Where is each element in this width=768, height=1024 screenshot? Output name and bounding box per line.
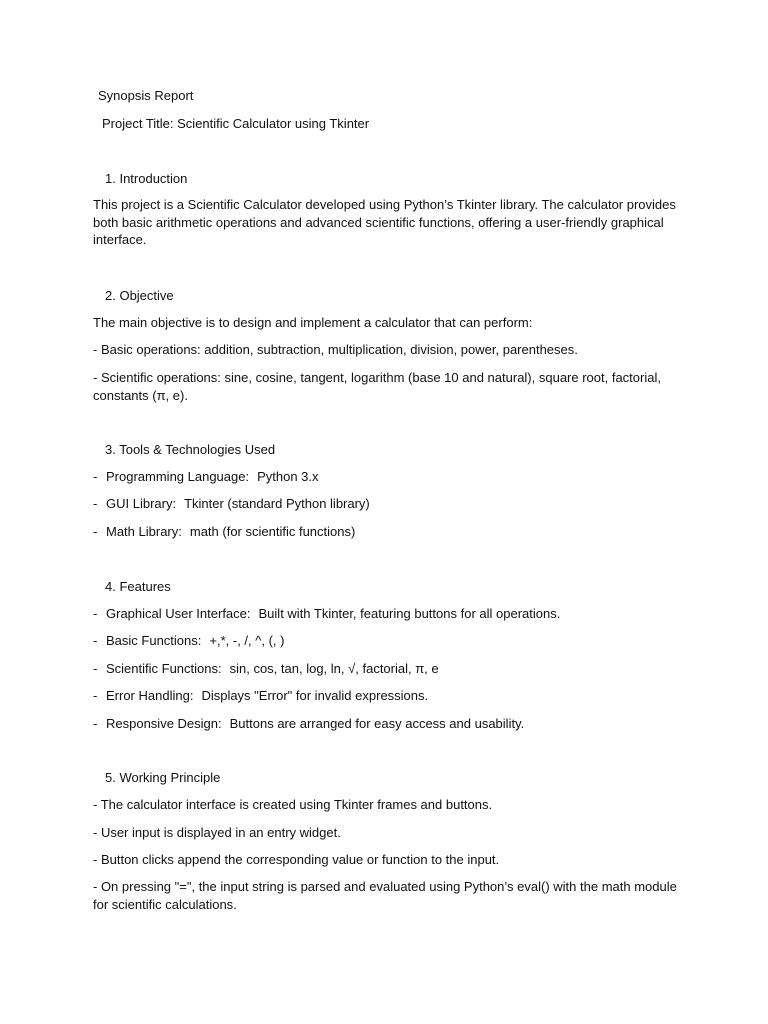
- features-item-label: Error Handling:: [106, 688, 194, 703]
- bullet-dash: -: [93, 469, 98, 484]
- bullet-dash: -: [93, 716, 98, 731]
- bullet-dash: -: [93, 496, 98, 511]
- features-item-basic-functions: [93, 632, 683, 650]
- features-item-value: +,*, -, /, ^, (, ): [209, 633, 285, 648]
- features-item-responsive-design: [93, 715, 683, 733]
- bullet-dash: -: [93, 524, 98, 539]
- section-heading-objective: 2. Objective: [105, 288, 174, 303]
- introduction-paragraph: This project is a Scientific Calculator developed using Python’s Tkinter library. The calculator provides both basic arithmetic operations and advanced scientific functions, offering a user-friendly graphical interface.: [93, 197, 676, 247]
- section-heading-tools: 3. Tools & Technologies Used: [105, 442, 276, 457]
- objective-item-scientific: - Scientific operations: sine, cosine, tangent, logarithm (base 10 and natural), square root, factorial, constants (π, e).: [93, 370, 661, 403]
- section-heading-features: 4. Features: [105, 579, 171, 594]
- tools-item-value: Python 3.x: [257, 469, 319, 484]
- features-item-label: Scientific Functions:: [106, 661, 222, 676]
- tools-item-math-library: [93, 523, 683, 541]
- features-item-gui: [93, 605, 683, 623]
- features-item-label: Basic Functions:: [106, 633, 202, 648]
- tools-item-value: Tkinter (standard Python library): [184, 496, 370, 511]
- section-heading-introduction: 1. Introduction: [105, 171, 188, 186]
- working-item-interface: - The calculator interface is created using Tkinter frames and buttons.: [93, 797, 493, 812]
- features-item-value: Buttons are arranged for easy access and usability.: [229, 716, 525, 731]
- tools-item-value: math (for scientific functions): [189, 524, 356, 539]
- project-title: Project Title: Scientific Calculator using Tkinter: [102, 116, 370, 131]
- section-heading-working-principle: 5. Working Principle: [105, 770, 221, 785]
- features-item-scientific-functions: [93, 660, 683, 678]
- features-item-label: Graphical User Interface:: [106, 606, 251, 621]
- tools-item-language: [93, 468, 683, 486]
- tools-item-label: Programming Language:: [106, 469, 250, 484]
- working-item-input-display: - User input is displayed in an entry widget.: [93, 825, 341, 840]
- features-item-label: Responsive Design:: [106, 716, 222, 731]
- working-item-evaluation: - On pressing "=", the input string is parsed and evaluated using Python’s eval() with the math module for scientific calculations.: [93, 879, 677, 912]
- tools-item-label: Math Library:: [106, 524, 182, 539]
- bullet-dash: -: [93, 661, 98, 676]
- features-item-error-handling: [93, 687, 683, 705]
- objective-item-basic: - Basic operations: addition, subtraction, multiplication, division, power, parentheses.: [93, 342, 578, 357]
- features-item-value: Displays "Error" for invalid expressions.: [201, 688, 429, 703]
- bullet-dash: -: [93, 606, 98, 621]
- working-item-button-clicks: - Button clicks append the corresponding value or function to the input.: [93, 852, 500, 867]
- document-title: Synopsis Report: [98, 88, 194, 103]
- tools-item-gui-library: [93, 495, 683, 513]
- bullet-dash: -: [93, 633, 98, 648]
- tools-item-label: GUI Library:: [106, 496, 177, 511]
- features-item-value: Built with Tkinter, featuring buttons for all operations.: [258, 606, 561, 621]
- features-item-value: sin, cos, tan, log, ln, √, factorial, π, e: [229, 661, 439, 676]
- objective-intro: The main objective is to design and implement a calculator that can perform:: [93, 315, 533, 330]
- bullet-dash: -: [93, 688, 98, 703]
